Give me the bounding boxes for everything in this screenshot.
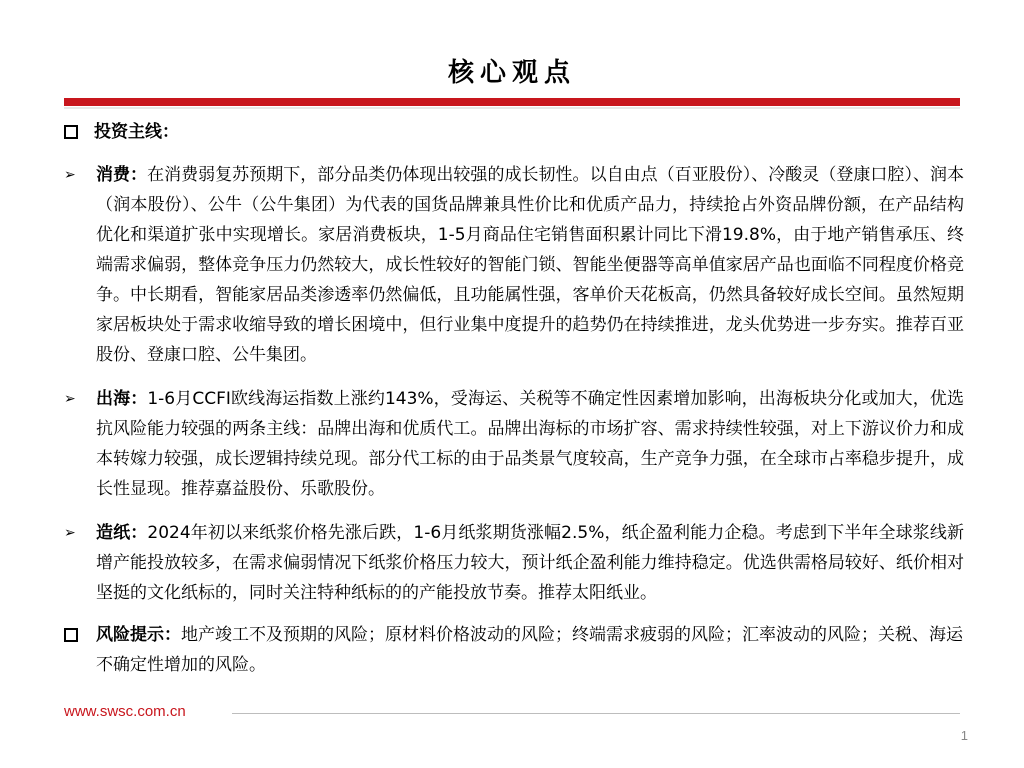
risk-text: 地产竣工不及预期的风险；原材料价格波动的风险；终端需求疲弱的风险；汇率波动的风险；关税、海运不确定性增加的风险。 <box>96 625 963 675</box>
bullet-text: 1-6月CCFI欧线海运指数上涨约143%，受海运、关税等不确定性因素增加影响，出海板块分化或加大，优选抗风险能力较强的两条主线：品牌出海和优质代工。品牌出海标的市场扩容、需求持续性较强，对上下游议价力和成本转嫁力较强，成长逻辑持续兑现。部分代工标的由于品类景气度较高，生产竞争力强，在全球市占率稳步提升，成长性显现。推荐嘉益股份、乐歌股份。 <box>96 389 965 499</box>
bullet-label: 出海： <box>96 389 148 409</box>
content-area <box>64 120 964 680</box>
section-heading <box>64 120 964 144</box>
bullet-label: 造纸： <box>96 523 148 543</box>
title-underline <box>64 98 960 106</box>
arrow-bullet-icon: ➢ <box>64 525 76 541</box>
footer-website-link[interactable]: www.swsc.com.cn <box>64 703 186 720</box>
arrow-bullet-icon: ➢ <box>64 167 76 183</box>
bullet-label: 消费： <box>96 165 148 185</box>
bullet-text: 2024年初以来纸浆价格先涨后跌，1-6月纸浆期货涨幅2.5%，纸企盈利能力企稳。考虑到下半年全球浆线新增产能投放较多，在需求偏弱情况下纸浆价格压力较大，预计纸企盈利能力维持稳定。优选供需格局较好、纸价相对坚挺的文化纸标的，同时关注特种纸标的的产能投放节奏。推荐太阳纸业。 <box>96 523 965 603</box>
risk-warning <box>64 620 964 680</box>
bullet-item-consumption <box>64 160 964 370</box>
arrow-bullet-icon: ➢ <box>64 391 76 407</box>
bullet-item-export <box>64 384 964 504</box>
footer-divider <box>232 713 960 714</box>
page-number: 1 <box>960 728 968 743</box>
bullet-text: 在消费弱复苏预期下，部分品类仍体现出较强的成长韧性。以自由点（百亚股份）、冷酸灵（登康口腔）、润本（润本股份）、公牛（公牛集团）为代表的国货品牌兼具性价比和优质产品力，持续抢占外资品牌份额，在产品结构优化和渠道扩张中实现增长。家居消费板块，1-5月商品住宅销售面积累计同比下滑19.8%，由于地产销售承压、终端需求偏弱，整体竞争压力仍然较大，成长性较好的智能门锁、智能坐便器等高单值家居产品也面临不同程度价格竞争。中长期看，智能家居品类渗透率仍然偏低，且功能属性强，客单价天花板高，仍然具备较好成长空间。虽然短期家居板块处于需求收缩导致的增长困境中，但行业集中度提升的趋势仍在持续推进，龙头优势进一步夯实。推荐百亚股份、登康口腔、公牛集团。 <box>96 165 965 365</box>
section-heading-text: 投资主线： <box>94 122 179 142</box>
bullet-item-paper <box>64 518 964 608</box>
risk-label: 风险提示： <box>96 625 181 645</box>
checkbox-square-icon <box>64 628 78 642</box>
page-title: 核心观点 <box>447 58 576 88</box>
checkbox-square-icon <box>64 125 78 139</box>
